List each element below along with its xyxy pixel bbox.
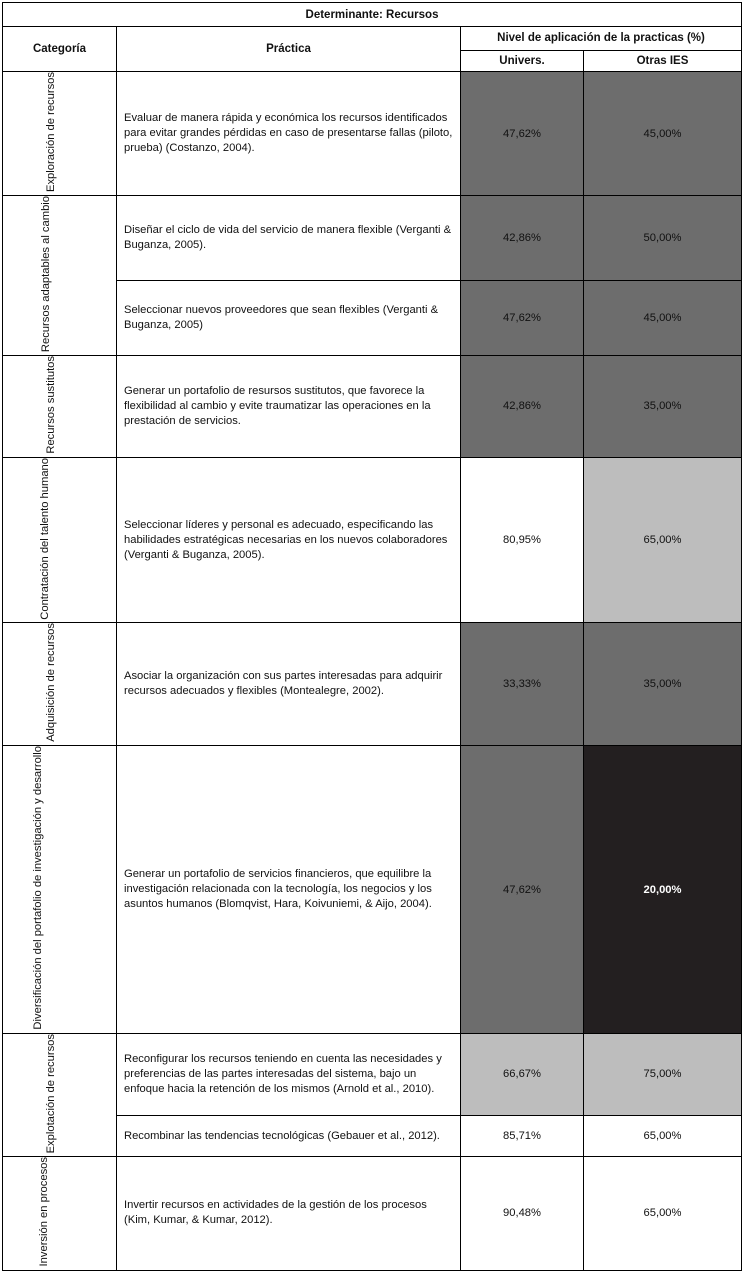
otras-value: 75,00% bbox=[584, 1033, 742, 1115]
category-cell bbox=[3, 746, 117, 1034]
header-categoria: Categoría bbox=[3, 27, 117, 72]
practice-cell: Reconfigurar los recursos teniendo en cuenta las necesidades y preferencias de las partes interesadas del sistema, bajo un enfoque hacia la retención de los mismos (Arnold et al., 2010). bbox=[117, 1033, 461, 1115]
header-otras: Otras IES bbox=[584, 50, 742, 71]
otras-value: 35,00% bbox=[584, 356, 742, 458]
practice-cell: Evaluar de manera rápida y económica los recursos identificados para evitar grandes pérdidas en caso de presentarse fallas (piloto, prueba) (Costanzo, 2004). bbox=[117, 72, 461, 196]
otras-value: 35,00% bbox=[584, 623, 742, 746]
category-cell bbox=[3, 1157, 117, 1270]
table-title: Determinante: Recursos bbox=[3, 3, 742, 27]
otras-value: 50,00% bbox=[584, 196, 742, 281]
univers-value: 80,95% bbox=[461, 457, 584, 623]
univers-value: 85,71% bbox=[461, 1116, 584, 1157]
category-label: Inversión en procesos bbox=[37, 1157, 50, 1267]
category-cell bbox=[3, 1033, 117, 1156]
table-row bbox=[3, 356, 742, 458]
practice-cell: Generar un portafolio de servicios financieros, que equilibre la investigación relacionada con la tecnología, los negocios y los asuntos humanos (Blomqvist, Hara, Koivuniemi, & Aijo, 2004). bbox=[117, 746, 461, 1034]
univers-value: 47,62% bbox=[461, 280, 584, 355]
category-label: Adquisición de recursos bbox=[44, 623, 57, 743]
univers-value: 47,62% bbox=[461, 746, 584, 1034]
table-row bbox=[3, 1157, 742, 1270]
category-label: Explotación de recursos bbox=[44, 1033, 57, 1154]
table-row bbox=[3, 196, 742, 281]
univers-value: 66,67% bbox=[461, 1033, 584, 1115]
table-row bbox=[3, 72, 742, 196]
category-cell bbox=[3, 356, 117, 458]
univers-value: 47,62% bbox=[461, 72, 584, 196]
table-row bbox=[3, 623, 742, 746]
table-row bbox=[3, 746, 742, 1034]
univers-value: 33,33% bbox=[461, 623, 584, 746]
otras-value: 65,00% bbox=[584, 1116, 742, 1157]
practice-cell: Invertir recursos en actividades de la gestión de los procesos (Kim, Kumar, & Kumar, 2012). bbox=[117, 1157, 461, 1270]
category-cell bbox=[3, 196, 117, 356]
otras-value: 45,00% bbox=[584, 280, 742, 355]
category-cell bbox=[3, 72, 117, 196]
otras-value: 65,00% bbox=[584, 1157, 742, 1270]
univers-value: 42,86% bbox=[461, 196, 584, 281]
table-row bbox=[3, 457, 742, 623]
category-label: Exploración de recursos bbox=[44, 72, 57, 193]
univers-value: 90,48% bbox=[461, 1157, 584, 1270]
practice-cell: Seleccionar líderes y personal es adecuado, especificando las habilidades estratégicas necesarias en los nuevos colaboradores (Verganti & Buganza, 2005). bbox=[117, 457, 461, 623]
practice-cell: Generar un portafolio de resursos sustitutos, que favorece la flexibilidad al cambio y evite traumatizar las operaciones en la prestación de servicios. bbox=[117, 356, 461, 458]
practice-cell: Diseñar el ciclo de vida del servicio de manera flexible (Verganti & Buganza, 2005). bbox=[117, 196, 461, 281]
recursos-table bbox=[2, 2, 742, 1271]
univers-value: 42,86% bbox=[461, 356, 584, 458]
header-practica: Práctica bbox=[117, 27, 461, 72]
otras-value: 65,00% bbox=[584, 457, 742, 623]
practice-cell: Asociar la organización con sus partes interesadas para adquirir recursos adecuados y flexibles (Montealegre, 2002). bbox=[117, 623, 461, 746]
otras-value: 20,00% bbox=[584, 746, 742, 1034]
category-cell bbox=[3, 457, 117, 623]
header-nivel: Nivel de aplicación de la practicas (%) bbox=[461, 27, 742, 51]
category-label: Diversificación del portafolio de investigación y desarrollo bbox=[31, 746, 44, 1030]
category-label: Contratación del talento humano bbox=[38, 457, 51, 620]
header-univers: Univers. bbox=[461, 50, 584, 71]
category-label: Recursos adaptables al cambio bbox=[39, 196, 52, 353]
category-label: Recursos sustitutos bbox=[44, 356, 57, 454]
otras-value: 45,00% bbox=[584, 72, 742, 196]
category-cell bbox=[3, 623, 117, 746]
practice-cell: Recombinar las tendencias tecnológicas (Gebauer et al., 2012). bbox=[117, 1116, 461, 1157]
practice-cell: Seleccionar nuevos proveedores que sean flexibles (Verganti & Buganza, 2005) bbox=[117, 280, 461, 355]
table-row bbox=[3, 1033, 742, 1115]
